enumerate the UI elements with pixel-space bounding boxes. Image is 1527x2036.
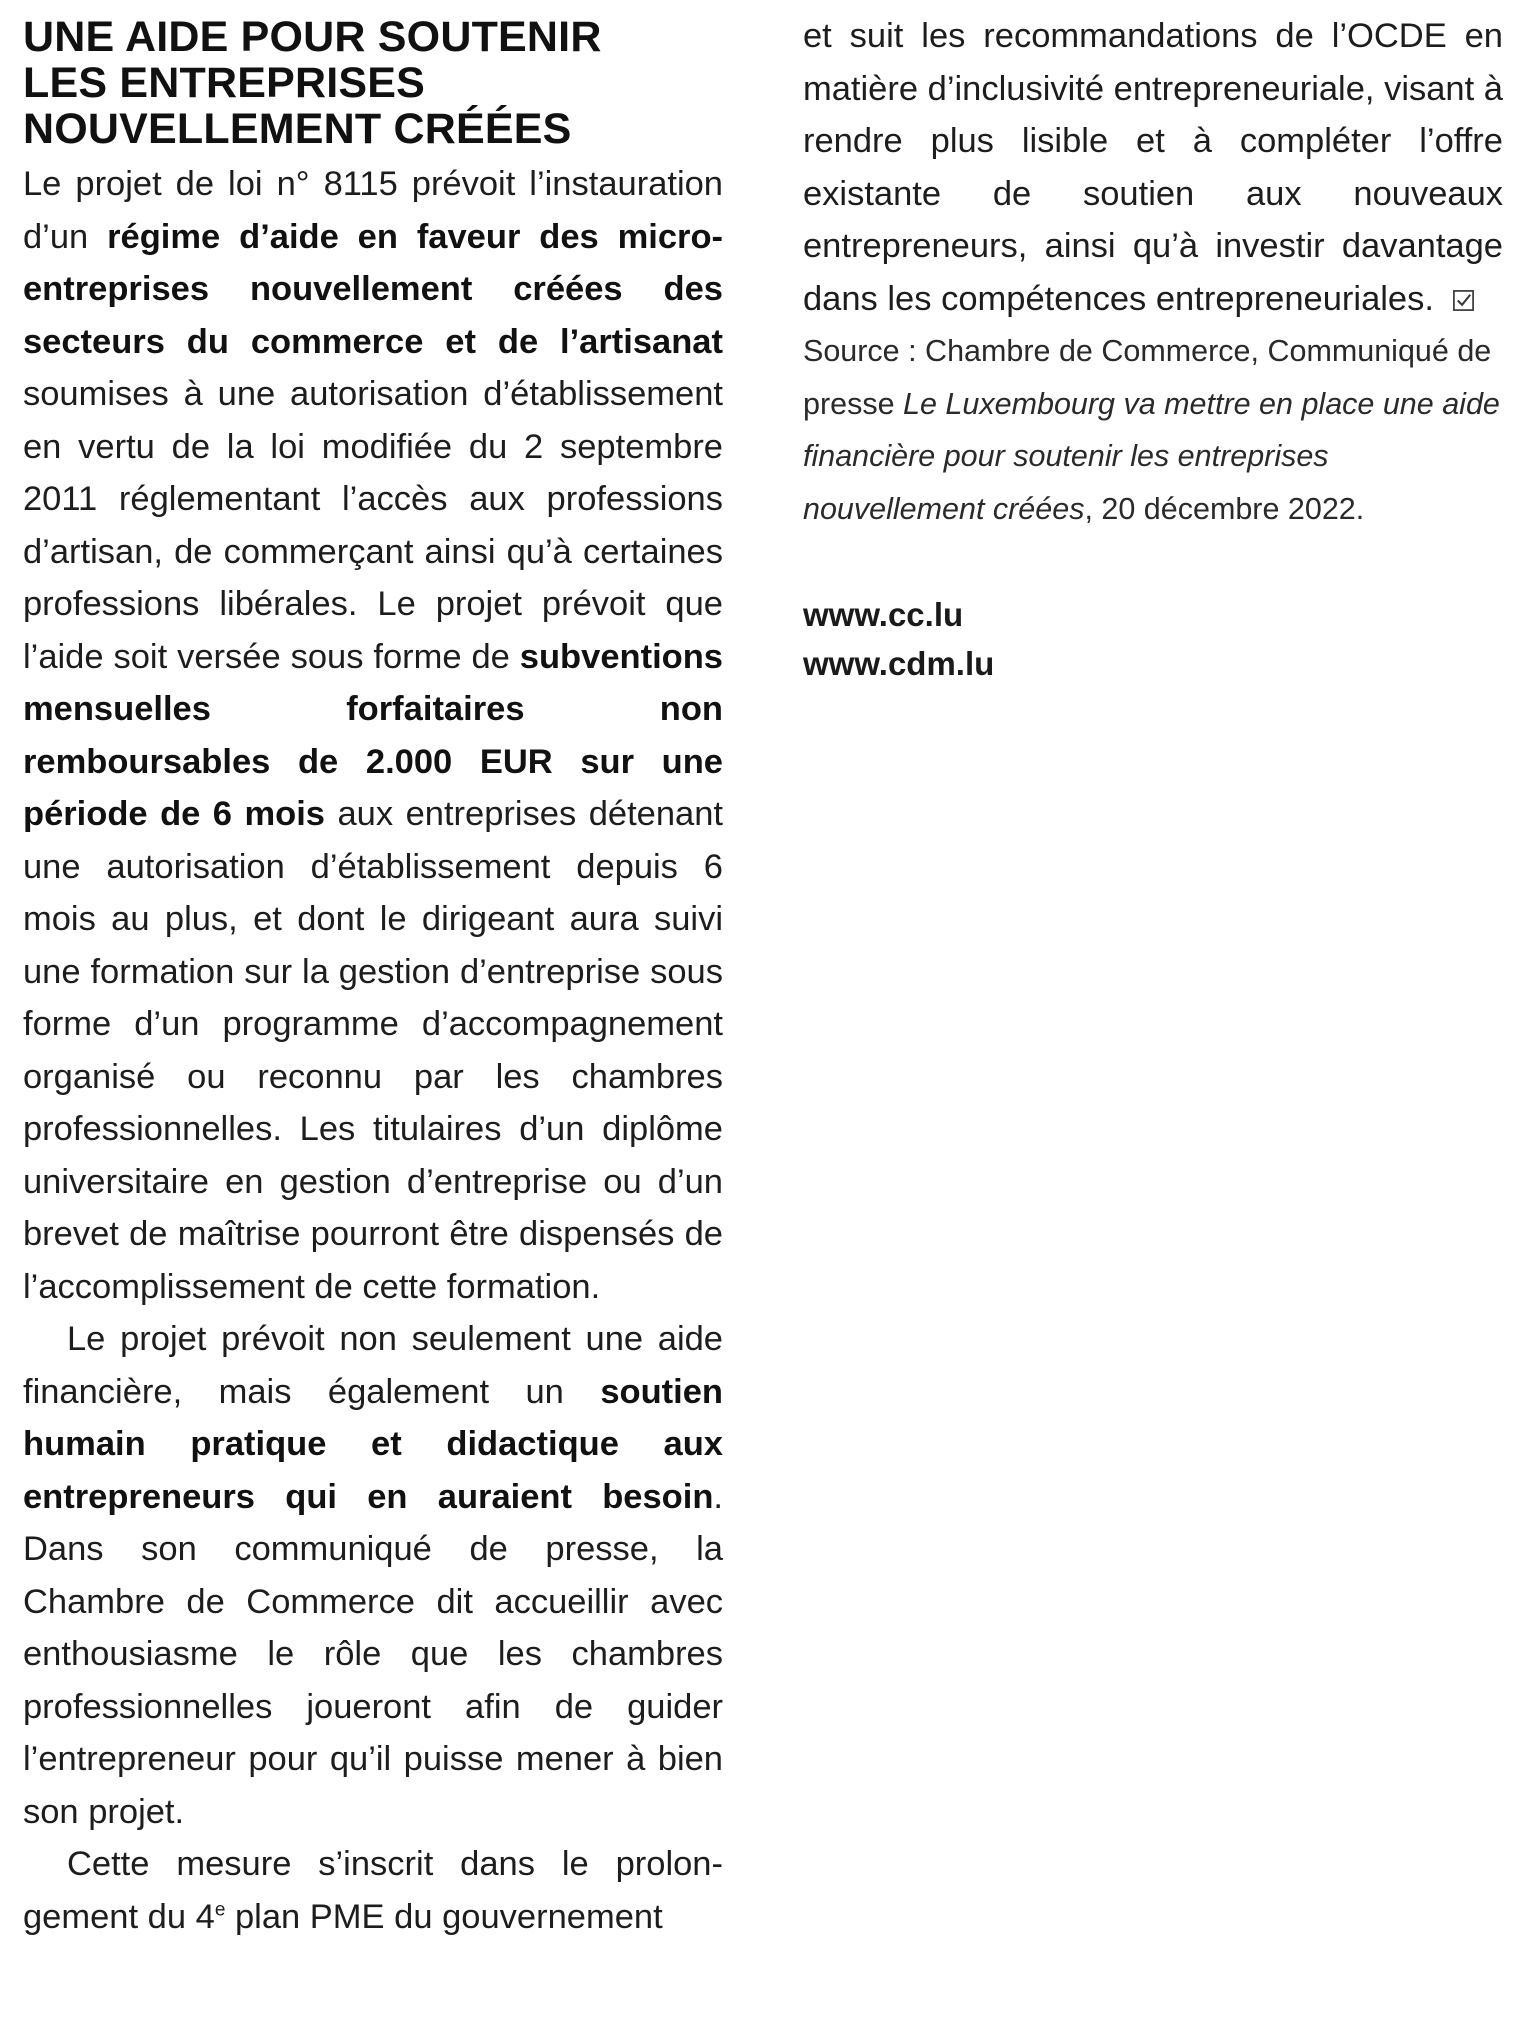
source-suffix: , 20 décembre 2022. [1084,491,1365,526]
headline-line: LES ENTREPRISES [23,59,426,107]
paragraph-support [23,1313,723,1838]
source-note [803,325,1503,535]
text-run: aux entreprises détenant une autorisation d’établissement depuis 6 mois au plus, et dont le dirigeant aura suivi une formation sur la gestion d’entreprise sous forme d’un programme d’accompagnement organisé ou reconnu par les chambres professionnelles. Les titulaires d’un diplôme universitaire en gestion d’entreprise ou d’un brevet de maîtrise pourront être dispensés de l’accomplissement de cette formation. [23,795,723,1306]
website-links [803,590,1503,688]
source-prefix: Source : Chambre de Commerce, Communiqué de presse [803,334,1492,421]
right-column [803,10,1503,688]
text-run: Le projet prévoit non seulement une aide financière, mais également un [23,1320,723,1411]
paragraph-measure-start [23,1838,723,1943]
text-run: plan PME du gouvernement [225,1897,663,1936]
left-column [23,14,723,1943]
link-cc[interactable]: www.cc.lu [803,596,964,633]
paragraph-measure-continued [803,10,1503,325]
superscript: e [214,1899,226,1920]
text-run: soumises à une autorisation d’établissement en vertu de la loi modifiée du 2 septembre 2011 réglementant l’accès aux professions d’artisan, de commerçant ainsi qu’à certaines professions libérales. Le projet prévoit que l’aide soit versée sous forme de [23,375,723,676]
bold-run: régime d’aide en faveur des micro-entreprises nouvellement créées des secteurs du commerce et de l’artisanat [23,217,724,361]
headline-line: UNE AIDE POUR SOUTENIR [23,13,602,61]
headline-line: NOUVELLEMENT CRÉÉES [23,105,572,153]
text-run: Le projet de loi n° 8115 prévoit l’instauration d’un [23,165,723,256]
checkbox-checked-icon [1452,289,1475,312]
text-run: et suit les recommandations de l’OCDE en matière d’inclusivité entrepreneuriale, visant à rendre plus lisible et à compléter l’offre existante de soutien aux nouveaux entrepreneurs, ainsi qu’à investir davantage dans les compétences entrepreneuriales. [803,17,1503,318]
bold-run: subventions mensuelles forfaitaires non remboursables de 2.000 EUR sur une période de 6 mois [23,637,723,833]
link-cdm[interactable]: www.cdm.lu [803,645,995,682]
text-run: Cette mesure s’inscrit dans le prolongement du 4 [23,1845,723,1936]
article-headline [23,14,723,152]
source-title: Le Luxembourg va mettre en place une aide financière pour soutenir les entreprises nouvellement créées [803,386,1500,526]
bold-run: soutien humain pratique et didactique aux entrepreneurs qui en auraient besoin [23,1372,723,1516]
text-run: . Dans son communiqué de presse, la Chambre de Commerce dit accueillir avec enthousiasme le rôle que les chambres professionnelles joueront afin de guider l’entrepreneur pour qu’il puisse mener à bien son projet. [23,1477,723,1831]
paragraph-intro [23,158,723,1313]
